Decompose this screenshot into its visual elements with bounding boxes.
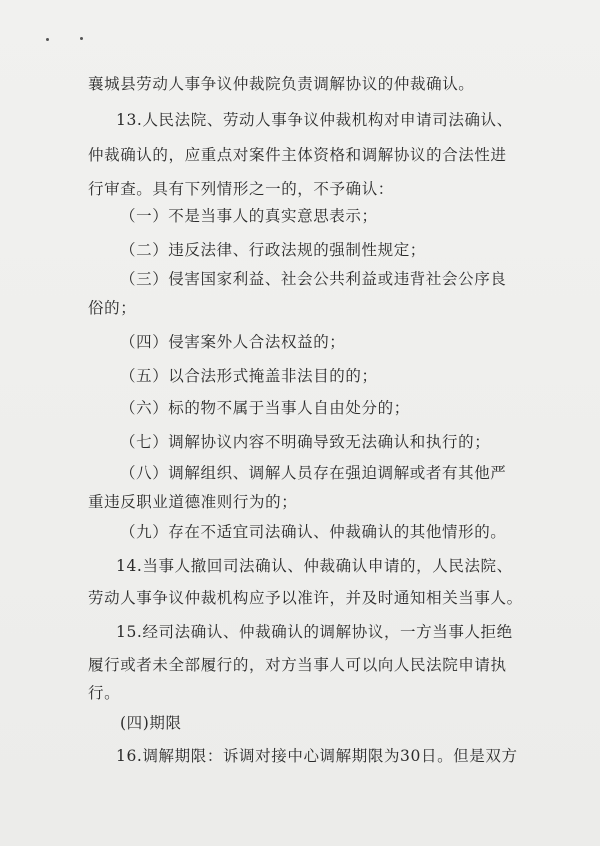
text-line: 行。 (88, 684, 121, 702)
list-item: （七）调解协议内容不明确导致无法确认和执行的； (120, 433, 491, 451)
text-line: 14.当事人撤回司法确认、仲裁确认申请的，人民法院、 (116, 557, 513, 575)
list-item: （五）以合法形式掩盖非法目的的； (120, 367, 378, 385)
section-heading: (四)期限 (120, 714, 182, 732)
text-line: 劳动人事争议仲裁机构应予以准许，并及时通知相关当事人。 (88, 589, 523, 607)
list-item: （二）违反法律、行政法规的强制性规定； (120, 241, 426, 259)
list-item: （六）标的物不属于当事人自由处分的； (120, 399, 410, 417)
scan-dot-left (46, 38, 49, 41)
text-line: 重违反职业道德准则行为的； (88, 493, 298, 511)
list-item: （三）侵害国家利益、社会公共利益或违背社会公序良 (120, 270, 507, 288)
list-item: （九）存在不适宜司法确认、仲裁确认的其他情形的。 (120, 523, 507, 541)
list-item: （四）侵害案外人合法权益的； (120, 333, 346, 351)
text-line: 俗的； (88, 299, 137, 317)
text-line: 襄城县劳动人事争议仲裁院负责调解协议的仲裁确认。 (88, 75, 475, 93)
list-item: （一）不是当事人的真实意思表示； (120, 207, 378, 225)
text-line: 履行或者未全部履行的，对方当事人可以向人民法院申请执 (88, 656, 507, 674)
text-line: 15.经司法确认、仲裁确认的调解协议，一方当事人拒绝 (116, 623, 513, 641)
text-line: 16.调解期限：诉调对接中心调解期限为30日。但是双方 (116, 747, 518, 765)
scan-dot-right (80, 37, 83, 40)
text-line: 13.人民法院、劳动人事争议仲裁机构对申请司法确认、 (116, 111, 513, 129)
list-item: （八）调解组织、调解人员存在强迫调解或者有其他严 (120, 464, 507, 482)
text-line: 行审查。具有下列情形之一的，不予确认： (88, 180, 394, 198)
text-line: 仲裁确认的，应重点对案件主体资格和调解协议的合法性进 (88, 146, 507, 164)
